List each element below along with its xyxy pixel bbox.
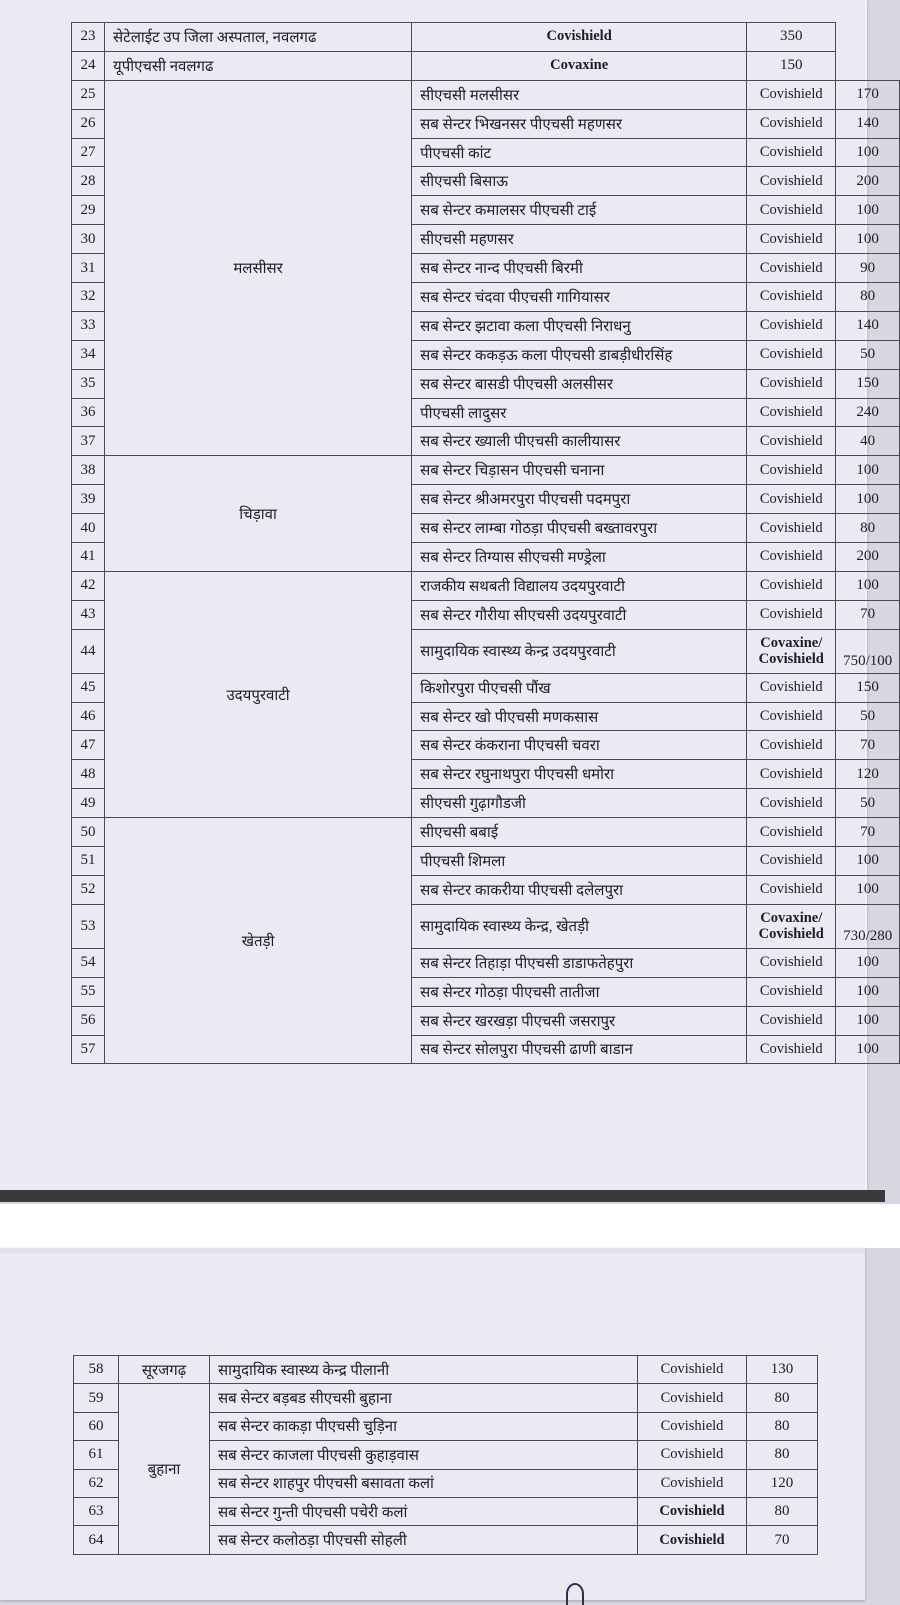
dose-quantity: 200 bbox=[836, 167, 900, 196]
vaccine-line: Covishield bbox=[759, 954, 823, 971]
center-name: सब सेन्टर श्रीअमरपुरा पीएचसी पदमपुरा bbox=[412, 485, 747, 514]
center-name: सब सेन्टर ख्याली पीएचसी कालीयासर bbox=[412, 427, 747, 456]
vaccine-line: Covishield bbox=[659, 1531, 725, 1548]
serial-number: 41 bbox=[72, 543, 105, 572]
dose-quantity: 150 bbox=[836, 369, 900, 398]
dose-quantity: 150 bbox=[836, 673, 900, 702]
center-name: सब सेन्टर खो पीएचसी मणकसास bbox=[412, 702, 747, 731]
center-name: सब सेन्टर चिड़ासन पीएचसी चनाना bbox=[412, 456, 747, 485]
serial-number: 47 bbox=[72, 731, 105, 760]
vaccine-type bbox=[747, 1035, 836, 1064]
center-name: सब सेन्टर कमालसर पीएचसी टाई bbox=[412, 196, 747, 225]
vaccine-type bbox=[747, 977, 836, 1006]
center-name: सब सेन्टर चंदवा पीएचसी गागियासर bbox=[412, 283, 747, 312]
serial-number: 26 bbox=[72, 109, 105, 138]
center-name: किशोरपुरा पीएचसी पौंख bbox=[412, 673, 747, 702]
vaccine-line: Covishield bbox=[759, 1012, 823, 1029]
page-gap bbox=[0, 1204, 900, 1248]
vaccine-type bbox=[747, 875, 836, 904]
serial-number: 33 bbox=[72, 311, 105, 340]
center-name: यूपीएचसी नवलगढ bbox=[105, 51, 412, 80]
dose-quantity: 100 bbox=[836, 1006, 900, 1035]
vaccine-type bbox=[747, 485, 836, 514]
serial-number: 63 bbox=[74, 1497, 119, 1525]
serial-number: 54 bbox=[72, 948, 105, 977]
center-name: सब सेन्टर कलोठड़ा पीएचसी सोहली bbox=[210, 1526, 638, 1554]
vaccine-line: Covishield bbox=[546, 28, 612, 45]
vaccine-type bbox=[747, 138, 836, 167]
vaccine-line: Covishield bbox=[759, 1040, 823, 1057]
vaccine-type bbox=[747, 225, 836, 254]
serial-number: 40 bbox=[72, 514, 105, 543]
dose-quantity: 100 bbox=[836, 485, 900, 514]
dose-quantity: 100 bbox=[836, 456, 900, 485]
vaccine-line: Covishield bbox=[759, 288, 823, 305]
serial-number: 37 bbox=[72, 427, 105, 456]
vaccine-type bbox=[747, 629, 836, 673]
center-name: सब सेन्टर खरखड़ा पीएचसी जसरापुर bbox=[412, 1006, 747, 1035]
serial-number: 62 bbox=[74, 1469, 119, 1497]
serial-number: 31 bbox=[72, 254, 105, 283]
vaccine-line: Covishield bbox=[659, 1503, 725, 1520]
dose-quantity: 120 bbox=[836, 760, 900, 789]
dose-quantity: 130 bbox=[747, 1356, 818, 1384]
center-name: सामुदायिक स्वास्थ्य केन्द्र उदयपुरवाटी bbox=[412, 629, 747, 673]
dose-quantity: 100 bbox=[836, 571, 900, 600]
table-row bbox=[74, 1356, 818, 1384]
serial-number: 48 bbox=[72, 760, 105, 789]
dose-quantity: 80 bbox=[747, 1497, 818, 1525]
vaccine-line: Covishield bbox=[660, 1389, 724, 1406]
vaccine-line: Covaxine/ bbox=[760, 635, 823, 652]
dose-quantity: 70 bbox=[836, 731, 900, 760]
serial-number: 59 bbox=[74, 1384, 119, 1412]
center-name: सेटेलाईट उप जिला अस्पताल, नवलगढ bbox=[105, 23, 412, 52]
vaccine-type bbox=[747, 571, 836, 600]
vaccine-type bbox=[638, 1356, 747, 1384]
vaccine-line: Covishield bbox=[660, 1417, 724, 1434]
vaccine-type bbox=[638, 1497, 747, 1525]
vaccine-line: Covishield bbox=[759, 404, 823, 421]
vaccine-line: Covishield bbox=[759, 346, 823, 363]
vaccine-line: Covishield bbox=[759, 606, 823, 623]
dose-quantity: 120 bbox=[747, 1469, 818, 1497]
center-name: पीएचसी लादुसर bbox=[412, 398, 747, 427]
vaccine-line: Covishield bbox=[759, 823, 823, 840]
serial-number: 50 bbox=[72, 818, 105, 847]
center-name: सब सेन्टर सोलपुरा पीएचसी ढाणी बाडान bbox=[412, 1035, 747, 1064]
center-name: सब सेन्टर रघुनाथपुरा पीएचसी धमोरा bbox=[412, 760, 747, 789]
vaccine-type bbox=[638, 1469, 747, 1497]
vaccine-line: Covishield bbox=[759, 577, 823, 594]
vaccine-line: Covishield bbox=[759, 736, 823, 753]
vaccine-type bbox=[747, 369, 836, 398]
center-name: राजकीय सथबती विद्यालय उदयपुरवाटी bbox=[412, 571, 747, 600]
dose-quantity: 100 bbox=[836, 138, 900, 167]
dose-quantity: 140 bbox=[836, 109, 900, 138]
serial-number: 64 bbox=[74, 1526, 119, 1554]
vaccine-line: Covishield bbox=[759, 432, 823, 449]
serial-number: 34 bbox=[72, 340, 105, 369]
serial-number: 49 bbox=[72, 789, 105, 818]
center-name: सीएचसी गुढ़ागौडजी bbox=[412, 789, 747, 818]
center-name: सब सेन्टर काकड़ा पीएचसी चुड़िना bbox=[210, 1412, 638, 1440]
vaccine-line: Covishield bbox=[759, 708, 823, 725]
dose-quantity: 750/100 bbox=[836, 629, 900, 673]
serial-number: 38 bbox=[72, 456, 105, 485]
block-name: चिड़ावा bbox=[105, 456, 412, 572]
dose-quantity: 100 bbox=[836, 847, 900, 876]
vaccine-type bbox=[747, 456, 836, 485]
dose-quantity: 350 bbox=[747, 23, 836, 52]
page-edge-shadow bbox=[0, 1190, 885, 1202]
center-name: सब सेन्टर गौरीया सीएचसी उदयपुरवाटी bbox=[412, 600, 747, 629]
vaccine-type bbox=[747, 731, 836, 760]
dose-quantity: 150 bbox=[747, 51, 836, 80]
dose-quantity: 100 bbox=[836, 196, 900, 225]
table-row bbox=[72, 456, 900, 485]
vaccine-type bbox=[747, 196, 836, 225]
block-name: खेतड़ी bbox=[105, 818, 412, 1064]
serial-number: 55 bbox=[72, 977, 105, 1006]
vaccine-type bbox=[747, 398, 836, 427]
dose-quantity: 80 bbox=[747, 1384, 818, 1412]
vaccine-type bbox=[747, 543, 836, 572]
center-name: सब सेन्टर शाहपुर पीएचसी बसावता कलां bbox=[210, 1469, 638, 1497]
center-name: सब सेन्टर बासडी पीएचसी अलसीसर bbox=[412, 369, 747, 398]
center-name: सब सेन्टर नान्द पीएचसी बिरमी bbox=[412, 254, 747, 283]
vaccine-type bbox=[747, 673, 836, 702]
vaccine-line: Covishield bbox=[759, 172, 823, 189]
vaccine-type bbox=[747, 427, 836, 456]
dose-quantity: 240 bbox=[836, 398, 900, 427]
vaccine-type bbox=[638, 1526, 747, 1554]
center-name: पीएचसी शिमला bbox=[412, 847, 747, 876]
dose-quantity: 100 bbox=[836, 977, 900, 1006]
center-name: सब सेन्टर गोठड़ा पीएचसी तातीजा bbox=[412, 977, 747, 1006]
center-name: सब सेन्टर भिखनसर पीएचसी महणसर bbox=[412, 109, 747, 138]
serial-number: 51 bbox=[72, 847, 105, 876]
block-name: उदयपुरवाटी bbox=[105, 571, 412, 817]
center-name: सब सेन्टर गुन्ती पीएचसी पचेरी कलां bbox=[210, 1497, 638, 1525]
vaccine-line: Covishield bbox=[759, 852, 823, 869]
serial-number: 39 bbox=[72, 485, 105, 514]
dose-quantity: 40 bbox=[836, 427, 900, 456]
serial-number: 58 bbox=[74, 1356, 119, 1384]
center-name: सामुदायिक स्वास्थ्य केन्द्र पीलानी bbox=[210, 1356, 638, 1384]
vaccine-type bbox=[747, 514, 836, 543]
vaccine-line: Covishield bbox=[759, 115, 823, 132]
serial-number: 44 bbox=[72, 629, 105, 673]
dose-quantity: 80 bbox=[747, 1412, 818, 1440]
serial-number: 43 bbox=[72, 600, 105, 629]
dose-quantity: 70 bbox=[836, 818, 900, 847]
vaccine-type bbox=[747, 109, 836, 138]
serial-number: 42 bbox=[72, 571, 105, 600]
vaccine-type bbox=[747, 760, 836, 789]
serial-number: 57 bbox=[72, 1035, 105, 1064]
center-name: सीएचसी बिसाऊ bbox=[412, 167, 747, 196]
dose-quantity: 100 bbox=[836, 225, 900, 254]
vaccine-type bbox=[747, 254, 836, 283]
vaccination-sites-table-page-1 bbox=[71, 22, 900, 1064]
dose-quantity: 100 bbox=[836, 948, 900, 977]
serial-number: 45 bbox=[72, 673, 105, 702]
vaccine-line: Covishield bbox=[759, 548, 823, 565]
vaccine-type bbox=[747, 283, 836, 312]
serial-number: 52 bbox=[72, 875, 105, 904]
dose-quantity: 70 bbox=[836, 600, 900, 629]
vaccine-type bbox=[747, 80, 836, 109]
serial-number: 25 bbox=[72, 80, 105, 109]
vaccine-type bbox=[747, 311, 836, 340]
dose-quantity: 90 bbox=[836, 254, 900, 283]
vaccine-line: Covishield bbox=[660, 1361, 724, 1378]
vaccine-type bbox=[747, 948, 836, 977]
dose-quantity: 80 bbox=[836, 283, 900, 312]
vaccine-type bbox=[747, 904, 836, 948]
table-row bbox=[72, 23, 900, 52]
serial-number: 30 bbox=[72, 225, 105, 254]
serial-number: 56 bbox=[72, 1006, 105, 1035]
center-name: सीएचसी बबाई bbox=[412, 818, 747, 847]
vaccine-type bbox=[747, 600, 836, 629]
vaccine-line: Covishield bbox=[759, 881, 823, 898]
vaccine-type bbox=[747, 340, 836, 369]
vaccination-sites-table-page-2 bbox=[73, 1355, 818, 1555]
dose-quantity: 50 bbox=[836, 702, 900, 731]
center-name: सब सेन्टर ककड़ऊ कला पीएचसी डाबड़ीधीरसिंह bbox=[412, 340, 747, 369]
vaccine-type bbox=[412, 23, 747, 52]
vaccine-line: Covishield bbox=[759, 86, 823, 103]
center-name: सब सेन्टर तिहाड़ा पीएचसी डाडाफतेहपुरा bbox=[412, 948, 747, 977]
center-name: सब सेन्टर काकरीया पीएचसी दलेलपुरा bbox=[412, 875, 747, 904]
serial-number: 46 bbox=[72, 702, 105, 731]
serial-number: 61 bbox=[74, 1441, 119, 1469]
serial-number: 36 bbox=[72, 398, 105, 427]
vaccine-line: Covishield bbox=[660, 1446, 724, 1463]
table-row bbox=[72, 818, 900, 847]
vaccine-line: Covishield bbox=[759, 490, 823, 507]
serial-number: 23 bbox=[72, 23, 105, 52]
dose-quantity: 50 bbox=[836, 340, 900, 369]
vaccine-type bbox=[747, 818, 836, 847]
vaccine-type bbox=[747, 1006, 836, 1035]
vaccine-line: Covishield bbox=[759, 317, 823, 334]
vaccine-line: Covishield bbox=[758, 926, 824, 943]
pen-mark bbox=[566, 1583, 584, 1605]
vaccine-line: Covishield bbox=[759, 201, 823, 218]
table-row bbox=[74, 1384, 818, 1412]
dose-quantity: 50 bbox=[836, 789, 900, 818]
dose-quantity: 100 bbox=[836, 1035, 900, 1064]
vaccine-line: Covishield bbox=[759, 375, 823, 392]
serial-number: 53 bbox=[72, 904, 105, 948]
vaccine-line: Covishield bbox=[660, 1474, 724, 1491]
vaccine-line: Covishield bbox=[759, 461, 823, 478]
dose-quantity: 730/280 bbox=[836, 904, 900, 948]
serial-number: 35 bbox=[72, 369, 105, 398]
vaccine-line: Covishield bbox=[759, 519, 823, 536]
vaccine-line: Covishield bbox=[759, 679, 823, 696]
center-name: सब सेन्टर काजला पीएचसी कुहाड़वास bbox=[210, 1441, 638, 1469]
center-name: सब सेन्टर कंकराना पीएचसी चवरा bbox=[412, 731, 747, 760]
center-name: सीएचसी मलसीसर bbox=[412, 80, 747, 109]
dose-quantity: 200 bbox=[836, 543, 900, 572]
vaccine-line: Covishield bbox=[759, 230, 823, 247]
table-row bbox=[72, 51, 900, 80]
table-row bbox=[72, 571, 900, 600]
dose-quantity: 70 bbox=[747, 1526, 818, 1554]
serial-number: 32 bbox=[72, 283, 105, 312]
vaccine-line: Covishield bbox=[758, 651, 824, 668]
vaccine-type bbox=[747, 847, 836, 876]
block-name: बुहाना bbox=[119, 1384, 210, 1554]
vaccine-line: Covishield bbox=[759, 983, 823, 1000]
center-name: पीएचसी कांट bbox=[412, 138, 747, 167]
center-name: सब सेन्टर झटावा कला पीएचसी निराधनु bbox=[412, 311, 747, 340]
serial-number: 24 bbox=[72, 51, 105, 80]
dose-quantity: 80 bbox=[747, 1441, 818, 1469]
serial-number: 27 bbox=[72, 138, 105, 167]
vaccine-type bbox=[747, 702, 836, 731]
dose-quantity: 80 bbox=[836, 514, 900, 543]
center-name: सीएचसी महणसर bbox=[412, 225, 747, 254]
vaccine-line: Covishield bbox=[759, 765, 823, 782]
center-name: सामुदायिक स्वास्थ्य केन्द्र, खेतड़ी bbox=[412, 904, 747, 948]
vaccine-type bbox=[412, 51, 747, 80]
vaccine-type bbox=[638, 1384, 747, 1412]
vaccine-line: Covishield bbox=[759, 794, 823, 811]
vaccine-line: Covishield bbox=[759, 144, 823, 160]
vaccine-type bbox=[747, 167, 836, 196]
vaccine-type bbox=[638, 1441, 747, 1469]
vaccine-type bbox=[638, 1412, 747, 1440]
vaccine-line: Covaxine/ bbox=[760, 910, 823, 927]
serial-number: 28 bbox=[72, 167, 105, 196]
serial-number: 29 bbox=[72, 196, 105, 225]
vaccine-line: Covaxine bbox=[550, 57, 609, 74]
table-row bbox=[72, 80, 900, 109]
vaccine-type bbox=[747, 789, 836, 818]
dose-quantity: 170 bbox=[836, 80, 900, 109]
vaccine-line: Covishield bbox=[759, 259, 823, 276]
dose-quantity: 100 bbox=[836, 875, 900, 904]
center-name: सब सेन्टर बड़बड सीएचसी बुहाना bbox=[210, 1384, 638, 1412]
block-name: मलसीसर bbox=[105, 80, 412, 456]
serial-number: 60 bbox=[74, 1412, 119, 1440]
block-name: सूरजगढ़ bbox=[119, 1356, 210, 1384]
center-name: सब सेन्टर लाम्बा गोठड़ा पीएचसी बख्तावरपुरा bbox=[412, 514, 747, 543]
center-name: सब सेन्टर तिग्यास सीएचसी मण्ड्रेला bbox=[412, 543, 747, 572]
dose-quantity: 140 bbox=[836, 311, 900, 340]
